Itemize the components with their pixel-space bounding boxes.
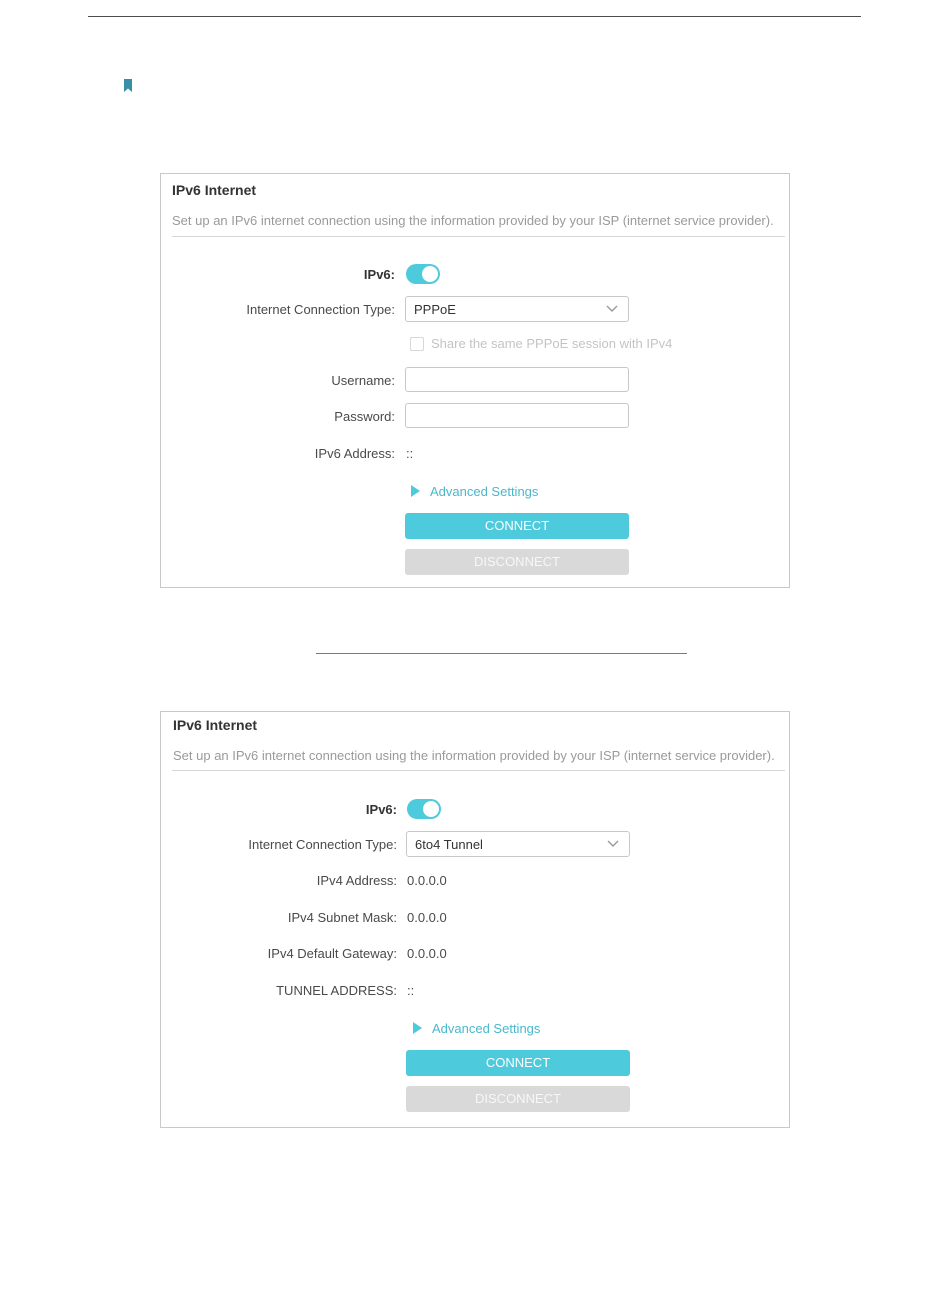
toggle-knob bbox=[423, 801, 439, 817]
advanced-settings-label: Advanced Settings bbox=[432, 1021, 541, 1036]
section-link-underline bbox=[316, 653, 687, 654]
connection-type-value: 6to4 Tunnel bbox=[415, 837, 483, 852]
ipv6-internet-panel-6to4 bbox=[160, 711, 790, 1128]
tunnel-address-value: :: bbox=[407, 983, 415, 998]
toggle-knob bbox=[422, 266, 438, 282]
connection-type-value: PPPoE bbox=[414, 302, 456, 317]
password-label: Password: bbox=[334, 409, 395, 424]
disconnect-button[interactable]: DISCONNECT bbox=[406, 1086, 630, 1112]
triangle-right-icon bbox=[413, 1022, 422, 1034]
advanced-settings-toggle[interactable] bbox=[411, 484, 538, 499]
ipv6-toggle[interactable] bbox=[406, 264, 440, 284]
ipv4-address-label: IPv4 Address: bbox=[316, 873, 397, 888]
connect-button[interactable]: CONNECT bbox=[406, 1050, 630, 1076]
ipv6-label: IPv6: bbox=[365, 802, 397, 817]
ipv4-subnet-label: IPv4 Subnet Mask: bbox=[287, 910, 397, 925]
connection-type-select[interactable] bbox=[406, 831, 630, 857]
triangle-right-icon bbox=[411, 485, 420, 497]
tunnel-address-label: TUNNEL ADDRESS: bbox=[276, 983, 397, 998]
panel-divider bbox=[172, 770, 785, 771]
disconnect-button[interactable]: DISCONNECT bbox=[405, 549, 629, 575]
ipv4-gateway-label: IPv4 Default Gateway: bbox=[267, 946, 397, 961]
username-label: Username: bbox=[331, 373, 395, 388]
share-session-label: Share the same PPPoE session with IPv4 bbox=[431, 336, 673, 351]
share-session-checkbox[interactable] bbox=[410, 337, 424, 351]
panel-description: Set up an IPv6 internet connection using the information provided by your ISP (internet service provider). bbox=[173, 748, 775, 763]
ipv6-address-label: IPv6 Address: bbox=[314, 446, 395, 461]
advanced-settings-label: Advanced Settings bbox=[430, 484, 539, 499]
chevron-down-icon bbox=[607, 837, 619, 849]
panel-title: IPv6 Internet bbox=[172, 182, 257, 198]
ipv4-gateway-value: 0.0.0.0 bbox=[407, 946, 447, 961]
page-header-rule bbox=[88, 16, 861, 17]
ipv6-address-value: :: bbox=[406, 446, 414, 461]
connection-type-select[interactable] bbox=[405, 296, 629, 322]
ipv6-label: IPv6: bbox=[363, 267, 395, 282]
connection-type-label: Internet Connection Type: bbox=[248, 837, 397, 852]
panel-divider bbox=[172, 236, 785, 237]
connection-type-label: Internet Connection Type: bbox=[246, 302, 395, 317]
ipv6-toggle[interactable] bbox=[407, 799, 441, 819]
connect-button[interactable]: CONNECT bbox=[405, 513, 629, 539]
ipv6-internet-panel-pppoe bbox=[160, 173, 790, 588]
panel-description: Set up an IPv6 internet connection using the information provided by your ISP (internet service provider). bbox=[172, 213, 774, 228]
ipv4-subnet-value: 0.0.0.0 bbox=[407, 910, 447, 925]
username-input[interactable] bbox=[405, 367, 629, 392]
bookmark-icon bbox=[124, 79, 132, 92]
ipv4-address-value: 0.0.0.0 bbox=[407, 873, 447, 888]
password-input[interactable] bbox=[405, 403, 629, 428]
advanced-settings-toggle[interactable] bbox=[413, 1021, 540, 1036]
panel-title: IPv6 Internet bbox=[173, 717, 258, 733]
chevron-down-icon bbox=[606, 302, 618, 314]
